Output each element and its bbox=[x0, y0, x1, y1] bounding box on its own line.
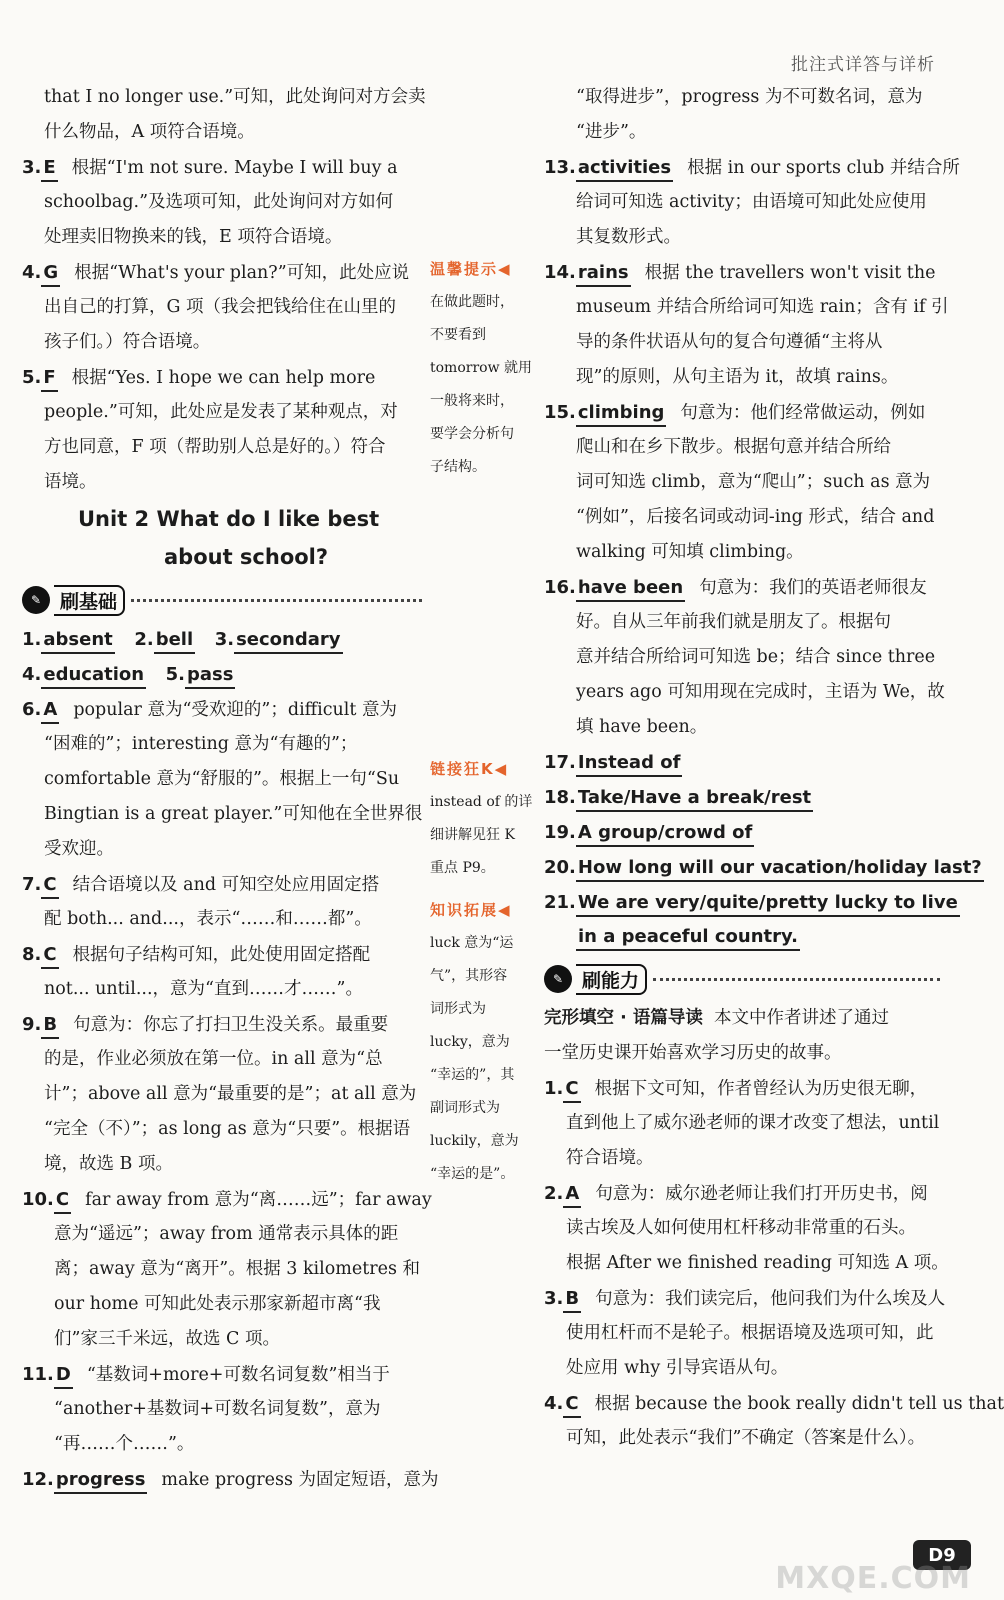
text-line: 导的条件状语从句的复合句遵循“主将从 bbox=[576, 332, 883, 352]
text-line: 处应用 why 引导宾语从句。 bbox=[566, 1358, 789, 1378]
text-line: that I no longer use.”可知，此处询问对方会卖 bbox=[44, 87, 426, 107]
answer-item-7: 7. C 结合语境以及 and 可知空处应用固定搭 bbox=[22, 867, 422, 902]
vocab-row: 1. absent 2. bell 3. secondary bbox=[22, 622, 422, 657]
answer-item-9: 9. B 句意为：你忘了打扫卫生没关系。最重要 bbox=[22, 1007, 422, 1042]
answer-item-18: 18. Take/Have a break/rest bbox=[544, 780, 940, 815]
note-line: 气”，其形容 bbox=[430, 968, 508, 984]
note-line: 子结构。 bbox=[430, 459, 486, 475]
text-line: “再……个……”。 bbox=[54, 1434, 195, 1454]
answer-continuation: in a peaceful country. bbox=[544, 920, 940, 955]
vocab-row: 4. education 5. pass bbox=[22, 657, 422, 692]
note-warm-tip bbox=[430, 252, 540, 484]
text-line: 配 both... and...，表示“……和……都”。 bbox=[44, 909, 372, 929]
text-line: 填 have been。 bbox=[576, 717, 708, 737]
note-line: 不要看到 bbox=[430, 327, 486, 343]
note-line: 副词形式为 bbox=[430, 1100, 500, 1116]
text-line: “完全（不）”；as long as 意为“只要”。根据语 bbox=[44, 1119, 411, 1139]
note-title: 链接狂K◀ bbox=[430, 760, 509, 778]
text-line: Bingtian is a great player.”可知他在全世界很 bbox=[44, 804, 423, 824]
answer-item-16: 16. have been 句意为：我们的英语老师很友 bbox=[544, 570, 940, 605]
note-line: “幸运的”，其 bbox=[430, 1067, 515, 1083]
text-line: “进步”。 bbox=[576, 122, 647, 142]
note-line: 在做此题时， bbox=[430, 294, 514, 310]
text-line: 什么物品，A 项符合语境。 bbox=[44, 122, 255, 142]
dotted-divider bbox=[653, 978, 940, 981]
unit-subtitle: about school? bbox=[164, 545, 329, 569]
note-line: luckily，意为 bbox=[430, 1133, 519, 1149]
cloze-intro: 完形填空 · 语篇导读 本文中作者讲述了通过 bbox=[544, 1008, 889, 1028]
answer-item-17: 17. Instead of bbox=[544, 745, 940, 780]
text-line: comfortable 意为“舒服的”。根据上一句“Su bbox=[44, 769, 400, 789]
text-line: 根据 After we finished reading 可知选 A 项。 bbox=[566, 1253, 949, 1273]
cloze-answer-4: 4. C 根据 because the book really didn't tell us that bbox=[544, 1386, 940, 1421]
answer-item-14: 14. rains 根据 the travellers won't visit the bbox=[544, 255, 940, 290]
text-line: “困难的”；interesting 意为“有趣的”； bbox=[44, 734, 358, 754]
text-line: 符合语境。 bbox=[566, 1148, 654, 1168]
dotted-divider bbox=[131, 599, 422, 602]
section-ability bbox=[544, 959, 940, 999]
text-line: 直到他上了威尔逊老师的课才改变了想法，until bbox=[566, 1113, 940, 1133]
text-line: 们”家三千米远，故选 C 项。 bbox=[54, 1329, 280, 1349]
text-line: 好。自从三年前我们就是朋友了。根据句 bbox=[576, 612, 891, 632]
answer-item-5: 5. F 根据“Yes. I hope we can help more bbox=[22, 360, 422, 395]
watermark: MXQE.COM bbox=[775, 1561, 971, 1596]
page-header: 批注式详答与详析 bbox=[791, 55, 935, 75]
answer-item-15: 15. climbing 句意为：他们经常做运动，例如 bbox=[544, 395, 940, 430]
answer-item-10: 10. C far away from 意为“离……远”；far away bbox=[22, 1182, 422, 1217]
text-line: 可知，此处表示“我们”不确定（答案是什么）。 bbox=[566, 1428, 926, 1448]
cloze-answer-1: 1. C 根据下文可知，作者曾经认为历史很无聊， bbox=[544, 1071, 940, 1106]
text-line: 词可知选 climb，意为“爬山”；such as 意为 bbox=[576, 472, 931, 492]
text-line: 意并结合所给词可知选 be；结合 since three bbox=[576, 647, 936, 667]
note-line: 重点 P9。 bbox=[430, 860, 495, 876]
text-line: 爬山和在乡下散步。根据句意并结合所给 bbox=[576, 437, 891, 457]
text-line: 的是，作业必须放在第一位。in all 意为“总 bbox=[44, 1049, 383, 1069]
text-line: schoolbag.”及选项可知，此处询问对方如何 bbox=[44, 192, 394, 212]
note-title: 知识拓展◀ bbox=[430, 901, 512, 919]
page-number: D9 bbox=[913, 1540, 971, 1570]
note-extension bbox=[430, 893, 540, 1191]
unit-title: Unit 2 What do I like best bbox=[78, 507, 380, 531]
note-line: 细讲解见狂 K bbox=[430, 827, 515, 843]
cloze-answer-3: 3. B 句意为：我们读完后，他问我们为什么埃及人 bbox=[544, 1281, 940, 1316]
right-column bbox=[544, 80, 1004, 1456]
answer-item-4: 4. G 根据“What's your plan?”可知，此处应说 bbox=[22, 255, 422, 290]
text-line: 一堂历史课开始喜欢学习历史的故事。 bbox=[544, 1043, 842, 1063]
text-line: “例如”，后接名词或动词-ing 形式，结合 and bbox=[576, 507, 935, 527]
answer-item-13: 13. activities 根据 in our sports club 并结合所 bbox=[544, 150, 940, 185]
text-line: “取得进步”，progress 为不可数名词，意为 bbox=[576, 87, 923, 107]
brush-icon: ✎ bbox=[544, 965, 572, 993]
answer-item-12: 12. progress make progress 为固定短语，意为 bbox=[22, 1462, 422, 1497]
answer-item-19: 19. A group/crowd of bbox=[544, 815, 940, 850]
note-line: lucky，意为 bbox=[430, 1034, 510, 1050]
note-line: 词形式为 bbox=[430, 1001, 486, 1017]
cloze-answer-2: 2. A 句意为：威尔逊老师让我们打开历史书，阅 bbox=[544, 1176, 940, 1211]
section-basic bbox=[22, 580, 422, 620]
note-line: 一般将来时， bbox=[430, 393, 514, 409]
text-line: 受欢迎。 bbox=[44, 839, 114, 859]
text-line: 给词可知选 activity；由语境可知此处应使用 bbox=[576, 192, 927, 212]
section-badge: ✎ 刷基础 bbox=[22, 585, 125, 616]
note-line: 要学会分析句 bbox=[430, 426, 514, 442]
answer-item-20: 20. How long will our vacation/holiday last? bbox=[544, 850, 940, 885]
text-line: 境，故选 B 项。 bbox=[44, 1154, 173, 1174]
text-line: 出自己的打算，G 项（我会把钱给住在山里的 bbox=[44, 297, 397, 317]
text-line: museum 并结合所给词可知选 rain；含有 if 引 bbox=[576, 297, 949, 317]
text-line: 读古埃及人如何使用杠杆移动非常重的石头。 bbox=[566, 1218, 916, 1238]
text-line: “another+基数词+可数名词复数”，意为 bbox=[54, 1399, 381, 1419]
text-line: our home 可知此处表示那家新超市离“我 bbox=[54, 1294, 381, 1314]
text-line: 其复数形式。 bbox=[576, 227, 681, 247]
answer-item-6: 6. A popular 意为“受欢迎的”；difficult 意为 bbox=[22, 692, 422, 727]
note-line: “幸运的是”。 bbox=[430, 1166, 515, 1182]
note-link bbox=[430, 752, 540, 885]
text-line: 使用杠杆而不是轮子。根据语境及选项可知，此 bbox=[566, 1323, 934, 1343]
text-line: not... until...，意为“直到……才……”。 bbox=[44, 979, 363, 999]
answer-item-8: 8. C 根据句子结构可知，此处使用固定搭配 bbox=[22, 937, 422, 972]
section-badge: ✎ 刷能力 bbox=[544, 964, 647, 995]
text-line: 现”的原则，从句主语为 it，故填 rains。 bbox=[576, 367, 899, 387]
note-line: tomorrow 就用 bbox=[430, 360, 533, 376]
text-line: 孩子们。）符合语境。 bbox=[44, 332, 211, 352]
note-line: instead of 的详 bbox=[430, 794, 533, 810]
text-line: 处理卖旧物换来的钱，E 项符合语境。 bbox=[44, 227, 343, 247]
text-line: walking 可知填 climbing。 bbox=[576, 542, 804, 562]
answer-item-3: 3. E 根据“I'm not sure. Maybe I will buy a bbox=[22, 150, 422, 185]
text-line: 计”；above all 意为“最重要的是”；at all 意为 bbox=[44, 1084, 417, 1104]
text-line: years ago 可知用现在完成时，主语为 We，故 bbox=[576, 682, 945, 702]
note-title: 温馨提示◀ bbox=[430, 260, 512, 278]
text-line: people.”可知，此处应是发表了某种观点，对 bbox=[44, 402, 398, 422]
answer-item-11: 11. D “基数词+more+可数名词复数”相当于 bbox=[22, 1357, 422, 1392]
text-line: 方也同意，F 项（帮助别人总是好的。）符合 bbox=[44, 437, 386, 457]
brush-icon: ✎ bbox=[22, 586, 50, 614]
note-line: luck 意为“运 bbox=[430, 935, 514, 951]
left-column bbox=[22, 80, 439, 1497]
text-line: 语境。 bbox=[44, 472, 97, 492]
text-line: 离；away 意为“离开”。根据 3 kilometres 和 bbox=[54, 1259, 421, 1279]
answer-item-21: 21. We are very/quite/pretty lucky to live bbox=[544, 885, 940, 920]
text-line: 意为“遥远”；away from 通常表示具体的距 bbox=[54, 1224, 399, 1244]
